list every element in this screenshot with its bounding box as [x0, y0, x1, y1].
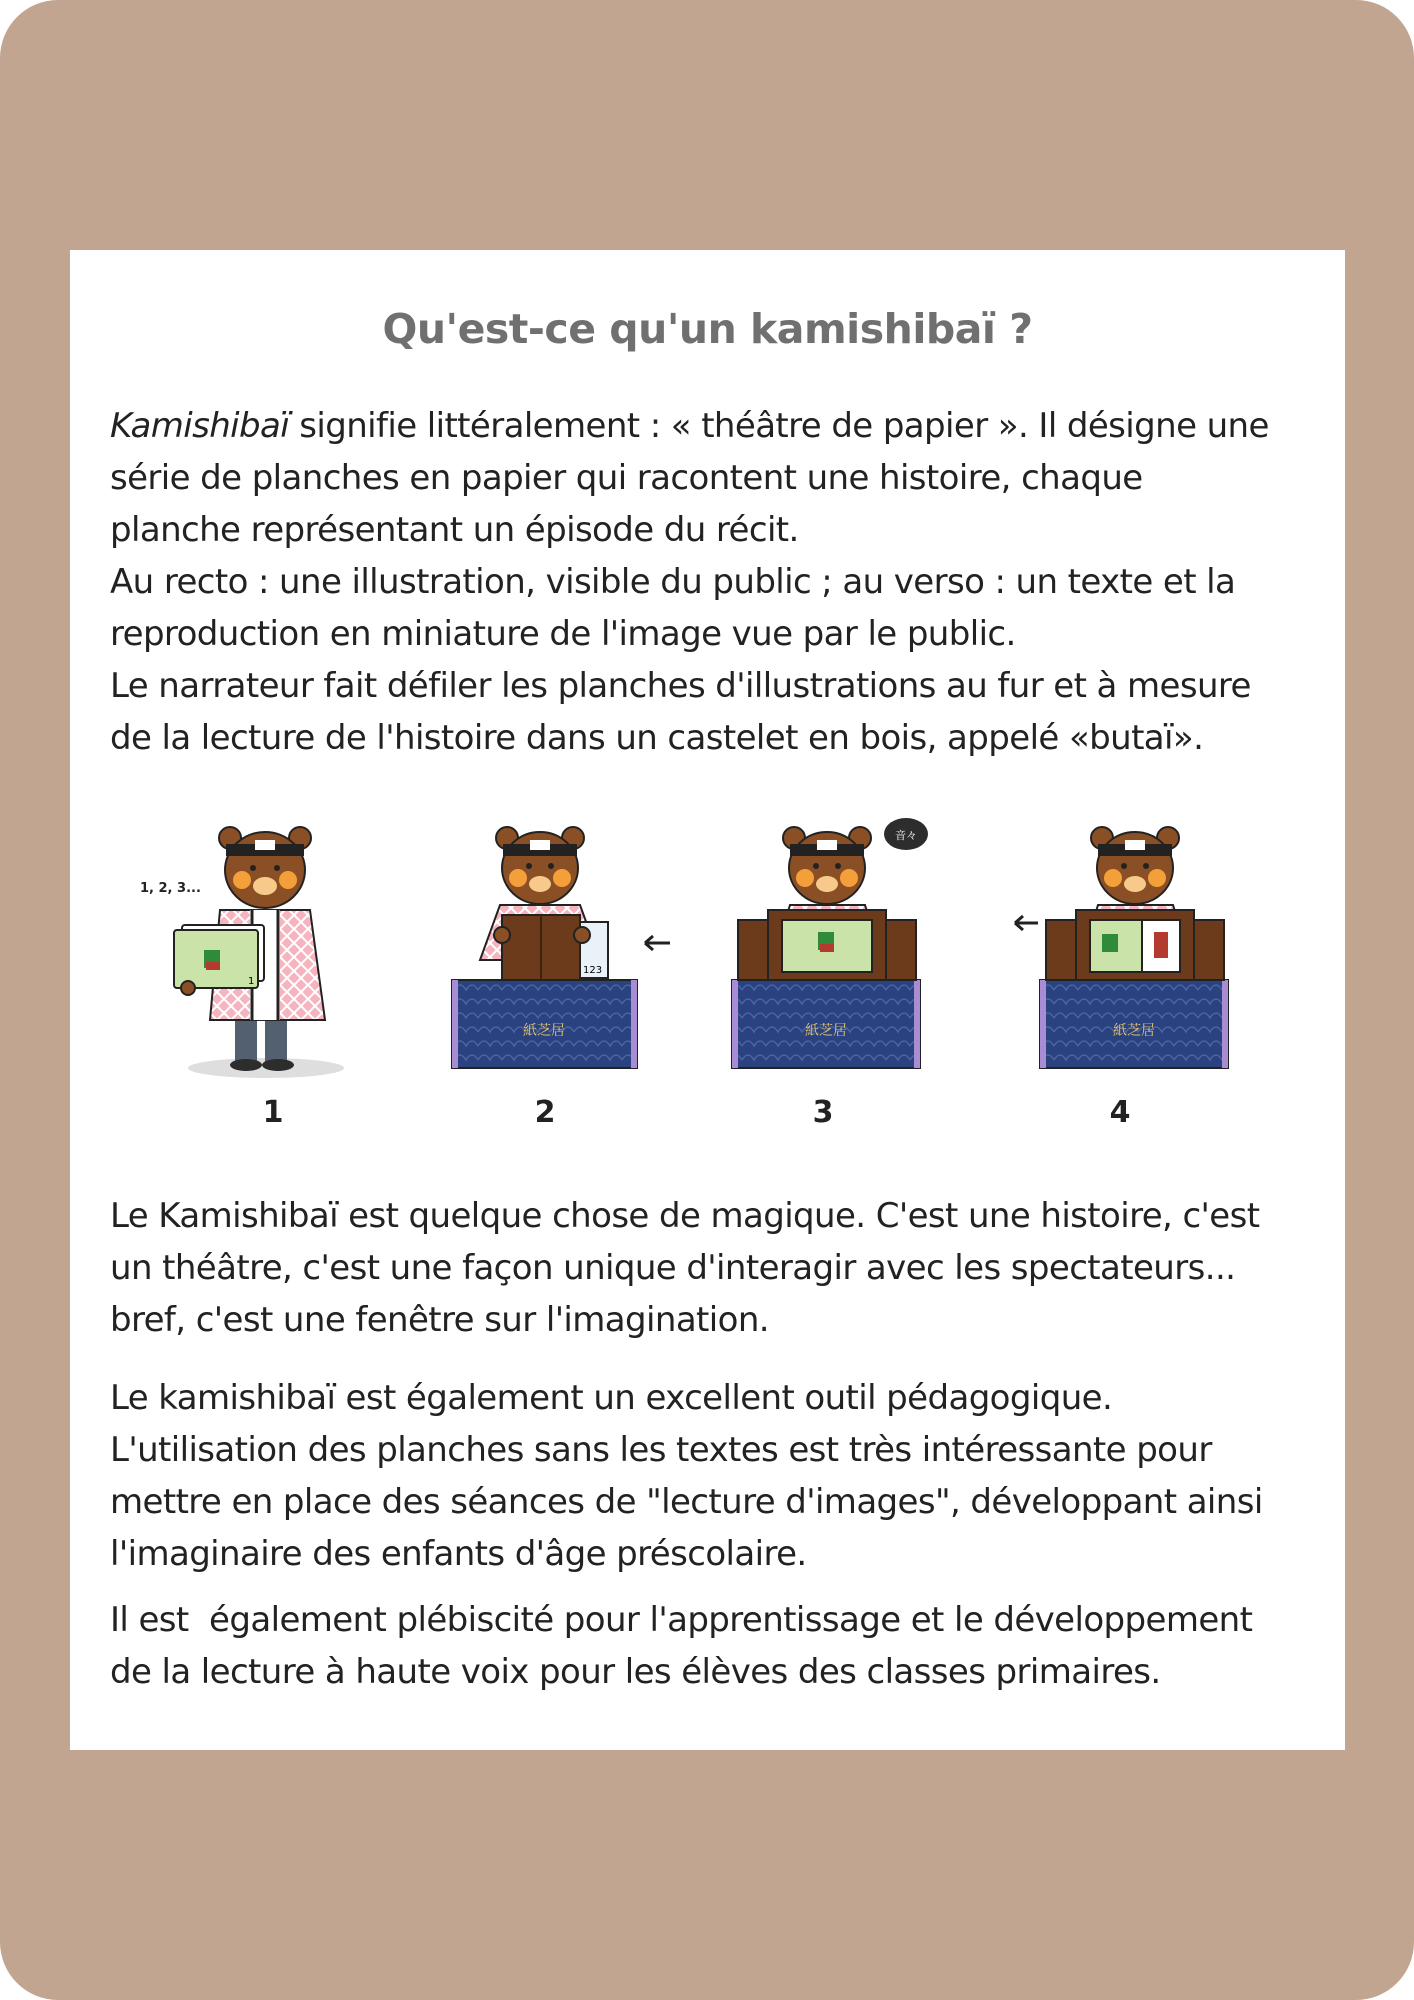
speech-label: 音々 [895, 829, 917, 842]
step-number: 1 [262, 1095, 284, 1130]
pedagogy-paragraph [110, 1372, 1320, 1580]
table-label: 紙芝居 [523, 1023, 565, 1039]
intro-line: série de planches en papier qui racontent une histoire, chaque [110, 458, 1143, 498]
step-2-bear [452, 827, 670, 1068]
intro-line: reproduction en miniature de l'image vue par le public. [110, 614, 1016, 654]
step-3-bear [732, 818, 928, 1068]
step-number: 2 [534, 1095, 556, 1130]
paragraph-line: L'utilisation des planches sans les textes est très intéressante pour [110, 1430, 1212, 1470]
intro-line: de la lecture de l'histoire dans un castelet en bois, appelé «butaï». [110, 718, 1204, 758]
intro-line: planche représentant un épisode du récit. [110, 510, 799, 550]
paragraph-line: Il est également plébiscité pour l'apprentissage et le développement [110, 1600, 1253, 1640]
intro-line: Kamishibaï signifie littéralement : « théâtre de papier ». Il désigne une [110, 406, 1269, 446]
paragraph-line: bref, c'est une fenêtre sur l'imagination. [110, 1300, 769, 1340]
page-title: Qu'est-ce qu'un kamishibaï ? [382, 305, 1033, 353]
stack-numbers: 123 [583, 965, 603, 976]
paragraph-line: Le Kamishibaï est quelque chose de magique. C'est une histoire, c'est [110, 1196, 1260, 1236]
reading-paragraph [110, 1594, 1320, 1698]
paragraph-line: un théâtre, c'est une façon unique d'interagir avec les spectateurs... [110, 1248, 1236, 1288]
step-1-bear [140, 827, 344, 1078]
kamishibai-term: Kamishibaï [110, 406, 290, 446]
paragraph-line: l'imaginaire des enfants d'âge préscolaire. [110, 1534, 807, 1574]
paragraph-line: Le kamishibaï est également un excellent outil pédagogique. [110, 1378, 1113, 1418]
paragraph-line: mettre en place des séances de "lecture d'images", développant ainsi [110, 1482, 1263, 1522]
intro-line: Le narrateur fait défiler les planches d'illustrations au fur et à mesure [110, 666, 1251, 706]
magic-paragraph [110, 1190, 1320, 1346]
content-panel [70, 250, 1345, 1750]
intro-line: Au recto : une illustration, visible du public ; au verso : un texte et la [110, 562, 1236, 602]
intro-paragraph [110, 400, 1320, 764]
step-number: 4 [1109, 1095, 1131, 1130]
card-number: 1 [248, 976, 255, 987]
table-label: 紙芝居 [805, 1023, 847, 1039]
step-number: 3 [812, 1095, 834, 1130]
table-label: 紙芝居 [1113, 1023, 1155, 1039]
paragraph-line: de la lecture à haute voix pour les élèves des classes primaires. [110, 1652, 1161, 1692]
counting-label: 1, 2, 3... [140, 881, 201, 896]
step-4-bear [1015, 827, 1228, 1068]
